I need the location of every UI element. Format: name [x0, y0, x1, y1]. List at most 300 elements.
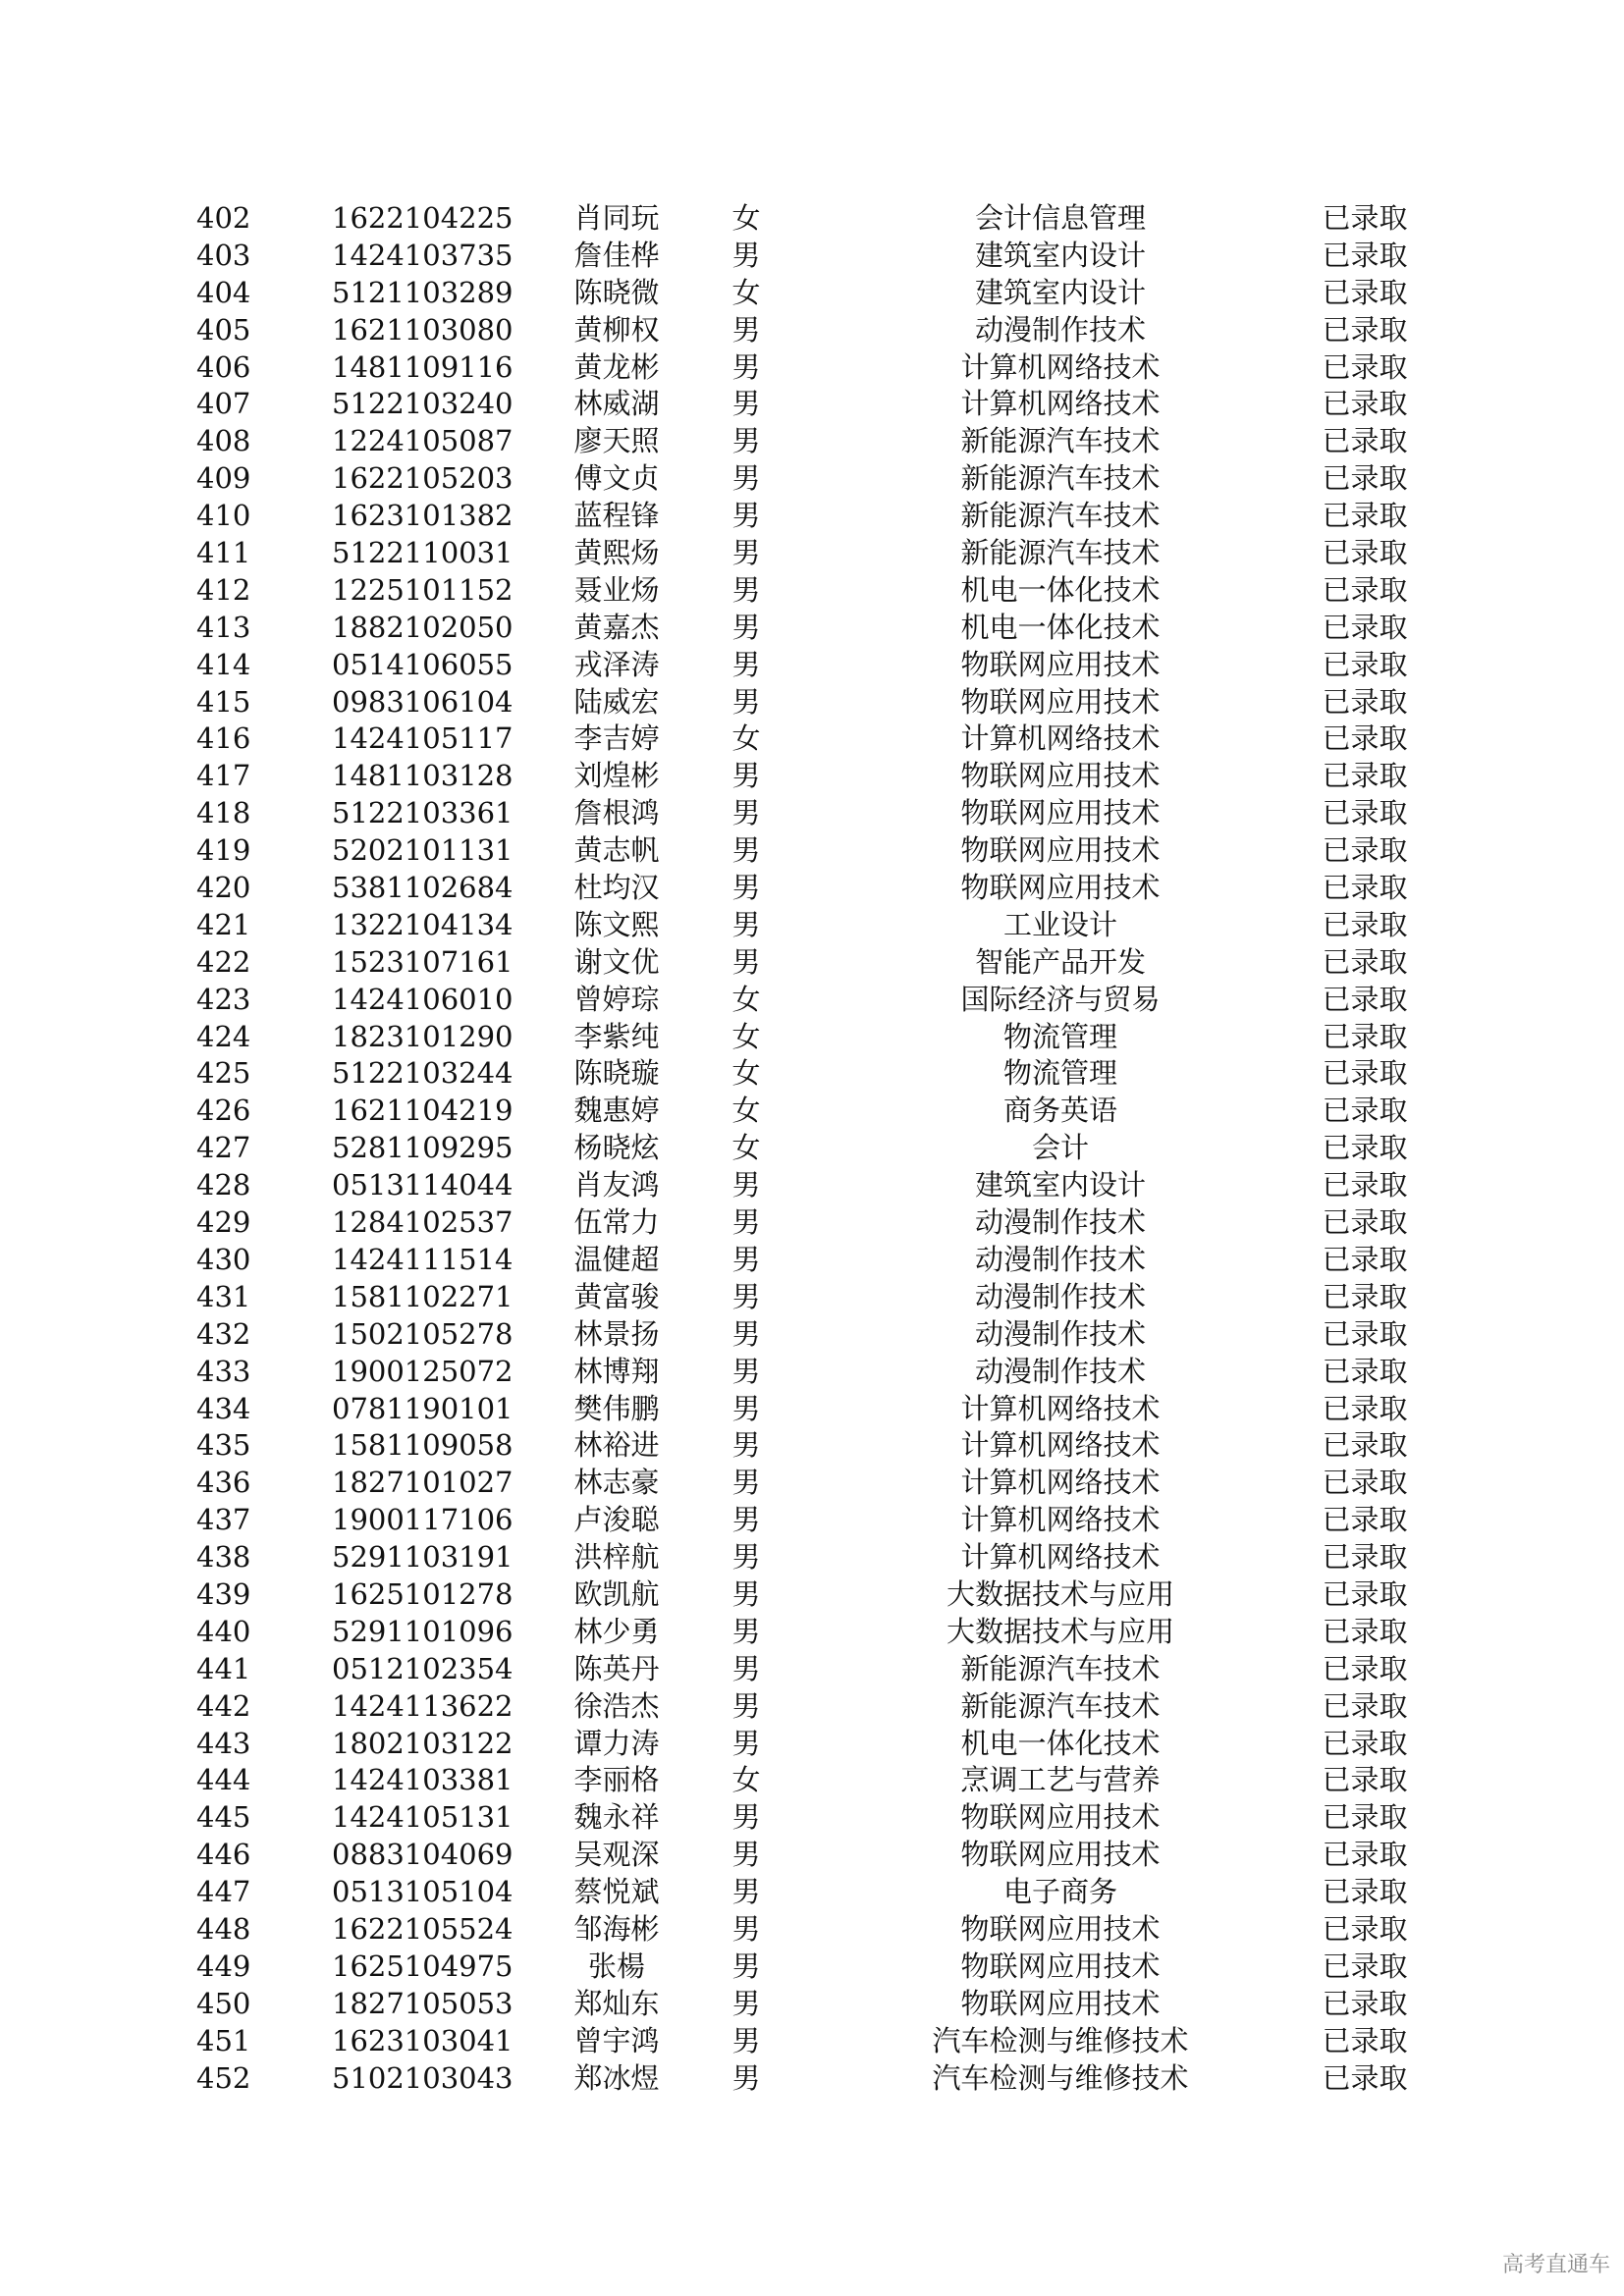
admission-status: 已录取: [1322, 1949, 1408, 1983]
admission-status: 已录取: [1322, 610, 1408, 644]
table-row: [157, 1911, 1434, 1949]
candidate-id: 0512102354: [332, 1651, 514, 1685]
row-number: 449: [196, 1949, 251, 1983]
gender: 男: [731, 907, 761, 941]
row-number: 447: [196, 1875, 251, 1909]
major-name: 新能源汽车技术: [960, 461, 1161, 496]
student-name: 张楊: [587, 1949, 645, 1983]
student-name: 魏永祥: [573, 1800, 660, 1835]
major-name: 会计信息管理: [974, 201, 1146, 235]
admission-status: 已录取: [1322, 201, 1408, 235]
major-name: 新能源汽车技术: [960, 1688, 1161, 1723]
student-name: 林博翔: [573, 1354, 660, 1388]
student-name: 郑冰煜: [573, 2060, 660, 2095]
major-name: 计算机网络技术: [960, 1428, 1161, 1463]
table-row: [157, 275, 1434, 312]
student-name: 陆威宏: [573, 684, 660, 719]
student-name: 黄龙彬: [573, 349, 660, 384]
admission-status: 已录取: [1322, 1688, 1408, 1723]
row-number: 417: [196, 759, 251, 793]
admission-status: 已录取: [1322, 1911, 1408, 1946]
student-name: 林志豪: [573, 1466, 660, 1500]
table-row: [157, 238, 1434, 275]
student-name: 詹佳桦: [573, 238, 660, 272]
candidate-id: 1623103041: [332, 2023, 514, 2057]
gender: 男: [731, 424, 761, 458]
student-name: 谭力涛: [573, 1726, 660, 1760]
major-name: 新能源汽车技术: [960, 499, 1161, 533]
major-name: 计算机网络技术: [960, 1391, 1161, 1425]
gender: 男: [731, 647, 761, 681]
gender: 男: [731, 871, 761, 905]
gender: 男: [731, 796, 761, 830]
student-name: 黄志帆: [573, 833, 660, 868]
student-name: 洪梓航: [573, 1540, 660, 1575]
row-number: 445: [196, 1800, 251, 1835]
candidate-id: 1224105087: [332, 424, 514, 458]
candidate-id: 1581102271: [332, 1279, 514, 1313]
row-number: 443: [196, 1726, 251, 1760]
admission-status: 已录取: [1322, 1316, 1408, 1351]
candidate-id: 1424105117: [332, 721, 514, 756]
major-name: 物联网应用技术: [960, 1949, 1161, 1983]
table-row: [157, 721, 1434, 758]
candidate-id: 1882102050: [332, 610, 514, 644]
gender: 男: [731, 1168, 761, 1202]
major-name: 建筑室内设计: [974, 1168, 1146, 1202]
gender: 男: [731, 238, 761, 272]
admission-status: 已录取: [1322, 721, 1408, 756]
row-number: 444: [196, 1763, 251, 1797]
major-name: 新能源汽车技术: [960, 424, 1161, 458]
row-number: 410: [196, 499, 251, 533]
row-number: 405: [196, 312, 251, 347]
candidate-id: 0513105104: [332, 1875, 514, 1909]
table-row: [157, 1167, 1434, 1204]
candidate-id: 1823101290: [332, 1019, 514, 1053]
table-row: [157, 572, 1434, 610]
admission-status: 已录取: [1322, 1279, 1408, 1313]
candidate-id: 1900125072: [332, 1354, 514, 1388]
student-name: 聂业炀: [573, 572, 660, 607]
candidate-id: 1827101027: [332, 1466, 514, 1500]
table-row: [157, 1576, 1434, 1614]
row-number: 434: [196, 1391, 251, 1425]
candidate-id: 5102103043: [332, 2060, 514, 2095]
row-number: 409: [196, 461, 251, 496]
student-name: 温健超: [573, 1242, 660, 1276]
candidate-id: 5122103240: [332, 387, 514, 421]
admission-status: 已录取: [1322, 2023, 1408, 2057]
student-name: 杨晓炫: [573, 1131, 660, 1165]
admission-status: 已录取: [1322, 387, 1408, 421]
table-row: [157, 1242, 1434, 1279]
student-name: 肖同玩: [573, 201, 660, 235]
major-name: 大数据技术与应用: [946, 1614, 1174, 1648]
candidate-id: 1424113622: [332, 1688, 514, 1723]
table-row: [157, 535, 1434, 572]
gender: 男: [731, 499, 761, 533]
table-row: [157, 498, 1434, 535]
admission-status: 已录取: [1322, 944, 1408, 979]
student-name: 吴观深: [573, 1838, 660, 1872]
row-number: 452: [196, 2060, 251, 2095]
row-number: 442: [196, 1688, 251, 1723]
major-name: 新能源汽车技术: [960, 536, 1161, 570]
major-name: 计算机网络技术: [960, 721, 1161, 756]
gender: 女: [731, 201, 761, 235]
student-name: 陈晓微: [573, 275, 660, 309]
row-number: 413: [196, 610, 251, 644]
table-row: [157, 1651, 1434, 1688]
admission-status: 已录取: [1322, 796, 1408, 830]
table-row: [157, 1130, 1434, 1167]
major-name: 机电一体化技术: [960, 1726, 1161, 1760]
row-number: 408: [196, 424, 251, 458]
candidate-id: 1424105131: [332, 1800, 514, 1835]
candidate-id: 1284102537: [332, 1205, 514, 1240]
student-name: 戎泽涛: [573, 647, 660, 681]
candidate-id: 1621104219: [332, 1094, 514, 1128]
student-name: 黄嘉杰: [573, 610, 660, 644]
gender: 男: [731, 1242, 761, 1276]
candidate-id: 1623101382: [332, 499, 514, 533]
major-name: 建筑室内设计: [974, 275, 1146, 309]
admission-status: 已录取: [1322, 1651, 1408, 1685]
major-name: 动漫制作技术: [974, 312, 1146, 347]
row-number: 406: [196, 349, 251, 384]
table-row: [157, 349, 1434, 387]
gender: 男: [731, 1428, 761, 1463]
candidate-id: 1424103381: [332, 1763, 514, 1797]
admission-status: 已录取: [1322, 647, 1408, 681]
table-row: [157, 1093, 1434, 1130]
gender: 男: [731, 461, 761, 496]
table-row: [157, 1019, 1434, 1056]
student-name: 陈晓璇: [573, 1056, 660, 1091]
candidate-id: 0514106055: [332, 647, 514, 681]
table-row: [157, 870, 1434, 907]
table-row: [157, 460, 1434, 498]
gender: 男: [731, 684, 761, 719]
admission-status: 已录取: [1322, 907, 1408, 941]
gender: 女: [731, 721, 761, 756]
row-number: 430: [196, 1242, 251, 1276]
gender: 男: [731, 1800, 761, 1835]
admission-status: 已录取: [1322, 461, 1408, 496]
admission-status: 已录取: [1322, 1576, 1408, 1611]
student-name: 曾婷琮: [573, 982, 660, 1016]
gender: 男: [731, 1354, 761, 1388]
candidate-id: 5122103361: [332, 796, 514, 830]
table-row: [157, 1354, 1434, 1391]
major-name: 动漫制作技术: [974, 1279, 1146, 1313]
admission-status: 已录取: [1322, 1428, 1408, 1463]
candidate-id: 1900117106: [332, 1503, 514, 1537]
table-row: [157, 758, 1434, 795]
gender: 男: [731, 1503, 761, 1537]
row-number: 428: [196, 1168, 251, 1202]
major-name: 动漫制作技术: [974, 1316, 1146, 1351]
student-name: 杜均汉: [573, 871, 660, 905]
student-name: 陈文熙: [573, 907, 660, 941]
table-row: [157, 684, 1434, 721]
major-name: 烹调工艺与营养: [960, 1763, 1161, 1797]
student-name: 李丽格: [573, 1763, 660, 1797]
row-number: 448: [196, 1911, 251, 1946]
major-name: 动漫制作技术: [974, 1354, 1146, 1388]
row-number: 421: [196, 907, 251, 941]
major-name: 计算机网络技术: [960, 1466, 1161, 1500]
admission-status: 已录取: [1322, 1800, 1408, 1835]
gender: 男: [731, 1688, 761, 1723]
gender: 男: [731, 1316, 761, 1351]
candidate-id: 1802103122: [332, 1726, 514, 1760]
gender: 女: [731, 1763, 761, 1797]
row-number: 431: [196, 1279, 251, 1313]
table-row: [157, 982, 1434, 1019]
admission-status: 已录取: [1322, 2060, 1408, 2095]
student-name: 邹海彬: [573, 1911, 660, 1946]
row-number: 440: [196, 1614, 251, 1648]
major-name: 工业设计: [1002, 907, 1117, 941]
admission-status: 已录取: [1322, 1131, 1408, 1165]
row-number: 446: [196, 1838, 251, 1872]
row-number: 424: [196, 1019, 251, 1053]
major-name: 计算机网络技术: [960, 1540, 1161, 1575]
gender: 男: [731, 1911, 761, 1946]
table-row: [157, 1799, 1434, 1837]
candidate-id: 5291103191: [332, 1540, 514, 1575]
candidate-id: 5291101096: [332, 1614, 514, 1648]
candidate-id: 5122110031: [332, 536, 514, 570]
row-number: 404: [196, 275, 251, 309]
table-row: [157, 2023, 1434, 2060]
major-name: 物联网应用技术: [960, 647, 1161, 681]
major-name: 机电一体化技术: [960, 572, 1161, 607]
row-number: 402: [196, 201, 251, 235]
admission-status: 已录取: [1322, 1540, 1408, 1575]
gender: 男: [731, 759, 761, 793]
candidate-id: 1622105524: [332, 1911, 514, 1946]
table-row: [157, 1316, 1434, 1354]
gender: 男: [731, 944, 761, 979]
student-name: 徐浩杰: [573, 1688, 660, 1723]
table-row: [157, 1204, 1434, 1242]
candidate-id: 1424106010: [332, 982, 514, 1016]
row-number: 422: [196, 944, 251, 979]
candidate-id: 1424103735: [332, 238, 514, 272]
major-name: 物联网应用技术: [960, 796, 1161, 830]
student-name: 傅文贞: [573, 461, 660, 496]
admission-status: 已录取: [1322, 349, 1408, 384]
admission-status: 已录取: [1322, 499, 1408, 533]
row-number: 450: [196, 1986, 251, 2020]
gender: 男: [731, 2060, 761, 2095]
table-row: [157, 944, 1434, 982]
student-name: 刘煌彬: [573, 759, 660, 793]
gender: 男: [731, 1466, 761, 1500]
major-name: 物联网应用技术: [960, 684, 1161, 719]
row-number: 423: [196, 982, 251, 1016]
row-number: 427: [196, 1131, 251, 1165]
candidate-id: 1622104225: [332, 201, 514, 235]
major-name: 动漫制作技术: [974, 1242, 1146, 1276]
gender: 男: [731, 833, 761, 868]
row-number: 436: [196, 1466, 251, 1500]
student-name: 林裕进: [573, 1428, 660, 1463]
row-number: 418: [196, 796, 251, 830]
row-number: 426: [196, 1094, 251, 1128]
gender: 男: [731, 1986, 761, 2020]
row-number: 414: [196, 647, 251, 681]
table-row: [157, 795, 1434, 832]
student-name: 欧凯航: [573, 1576, 660, 1611]
major-name: 计算机网络技术: [960, 387, 1161, 421]
admission-list-table: [157, 200, 1434, 2097]
admission-status: 已录取: [1322, 312, 1408, 347]
table-row: [157, 647, 1434, 684]
candidate-id: 1621103080: [332, 312, 514, 347]
student-name: 伍常力: [573, 1205, 660, 1240]
major-name: 计算机网络技术: [960, 1503, 1161, 1537]
admission-status: 已录取: [1322, 684, 1408, 719]
major-name: 物流管理: [1002, 1056, 1117, 1091]
student-name: 肖友鸿: [573, 1168, 660, 1202]
table-row: [157, 1279, 1434, 1316]
admission-status: 已录取: [1322, 1205, 1408, 1240]
student-name: 黄富骏: [573, 1279, 660, 1313]
gender: 男: [731, 1279, 761, 1313]
gender: 女: [731, 1019, 761, 1053]
gender: 男: [731, 1651, 761, 1685]
candidate-id: 1481109116: [332, 349, 514, 384]
row-number: 419: [196, 833, 251, 868]
major-name: 动漫制作技术: [974, 1205, 1146, 1240]
table-row: [157, 386, 1434, 423]
row-number: 433: [196, 1354, 251, 1388]
candidate-id: 0781190101: [332, 1391, 514, 1425]
table-row: [157, 1949, 1434, 1986]
student-name: 谢文优: [573, 944, 660, 979]
admission-status: 已录取: [1322, 1726, 1408, 1760]
table-row: [157, 312, 1434, 349]
major-name: 物联网应用技术: [960, 1986, 1161, 2020]
major-name: 机电一体化技术: [960, 610, 1161, 644]
admission-status: 已录取: [1322, 1986, 1408, 2020]
candidate-id: 1322104134: [332, 907, 514, 941]
candidate-id: 1625104975: [332, 1949, 514, 1983]
major-name: 汽车检测与维修技术: [932, 2060, 1189, 2095]
gender: 男: [731, 349, 761, 384]
student-name: 黄柳权: [573, 312, 660, 347]
table-row: [157, 1055, 1434, 1093]
table-row: [157, 1427, 1434, 1465]
candidate-id: 1424111514: [332, 1242, 514, 1276]
gender: 男: [731, 1949, 761, 1983]
gender: 男: [731, 1576, 761, 1611]
candidate-id: 0883104069: [332, 1838, 514, 1872]
major-name: 物联网应用技术: [960, 1800, 1161, 1835]
gender: 女: [731, 982, 761, 1016]
gender: 男: [731, 536, 761, 570]
student-name: 郑灿东: [573, 1986, 660, 2020]
major-name: 物联网应用技术: [960, 759, 1161, 793]
admission-status: 已录取: [1322, 1838, 1408, 1872]
admission-status: 已录取: [1322, 1168, 1408, 1202]
student-name: 蔡悦斌: [573, 1875, 660, 1909]
gender: 男: [731, 1205, 761, 1240]
major-name: 国际经济与贸易: [960, 982, 1161, 1016]
admission-status: 已录取: [1322, 1056, 1408, 1091]
candidate-id: 5121103289: [332, 275, 514, 309]
row-number: 407: [196, 387, 251, 421]
gender: 女: [731, 1056, 761, 1091]
table-row: [157, 1726, 1434, 1763]
major-name: 建筑室内设计: [974, 238, 1146, 272]
row-number: 420: [196, 871, 251, 905]
student-name: 廖天照: [573, 424, 660, 458]
gender: 男: [731, 1838, 761, 1872]
row-number: 439: [196, 1576, 251, 1611]
candidate-id: 1625101278: [332, 1576, 514, 1611]
gender: 男: [731, 610, 761, 644]
major-name: 物流管理: [1002, 1019, 1117, 1053]
candidate-id: 5122103244: [332, 1056, 514, 1091]
student-name: 黄熙炀: [573, 536, 660, 570]
table-row: [157, 423, 1434, 460]
row-number: 403: [196, 238, 251, 272]
row-number: 415: [196, 684, 251, 719]
row-number: 438: [196, 1540, 251, 1575]
admission-status: 已录取: [1322, 572, 1408, 607]
gender: 男: [731, 1540, 761, 1575]
table-row: [157, 1502, 1434, 1539]
major-name: 智能产品开发: [974, 944, 1146, 979]
table-row: [157, 610, 1434, 647]
row-number: 432: [196, 1316, 251, 1351]
student-name: 林景扬: [573, 1316, 660, 1351]
candidate-id: 1523107161: [332, 944, 514, 979]
candidate-id: 5281109295: [332, 1131, 514, 1165]
admission-status: 已录取: [1322, 833, 1408, 868]
table-row: [157, 907, 1434, 944]
admission-status: 已录取: [1322, 1614, 1408, 1648]
gender: 男: [731, 2023, 761, 2057]
admission-status: 已录取: [1322, 536, 1408, 570]
major-name: 汽车检测与维修技术: [932, 2023, 1189, 2057]
row-number: 435: [196, 1428, 251, 1463]
student-name: 詹根鸿: [573, 796, 660, 830]
row-number: 429: [196, 1205, 251, 1240]
candidate-id: 1581109058: [332, 1428, 514, 1463]
major-name: 计算机网络技术: [960, 349, 1161, 384]
major-name: 大数据技术与应用: [946, 1576, 1174, 1611]
admission-status: 已录取: [1322, 1875, 1408, 1909]
major-name: 会计: [1031, 1131, 1089, 1165]
candidate-id: 1502105278: [332, 1316, 514, 1351]
table-row: [157, 2060, 1434, 2098]
gender: 男: [731, 1614, 761, 1648]
row-number: 425: [196, 1056, 251, 1091]
major-name: 物联网应用技术: [960, 1911, 1161, 1946]
student-name: 魏惠婷: [573, 1094, 660, 1128]
table-row: [157, 1391, 1434, 1428]
table-row: [157, 200, 1434, 238]
student-name: 陈英丹: [573, 1651, 660, 1685]
gender: 女: [731, 275, 761, 309]
student-name: 樊伟鹏: [573, 1391, 660, 1425]
